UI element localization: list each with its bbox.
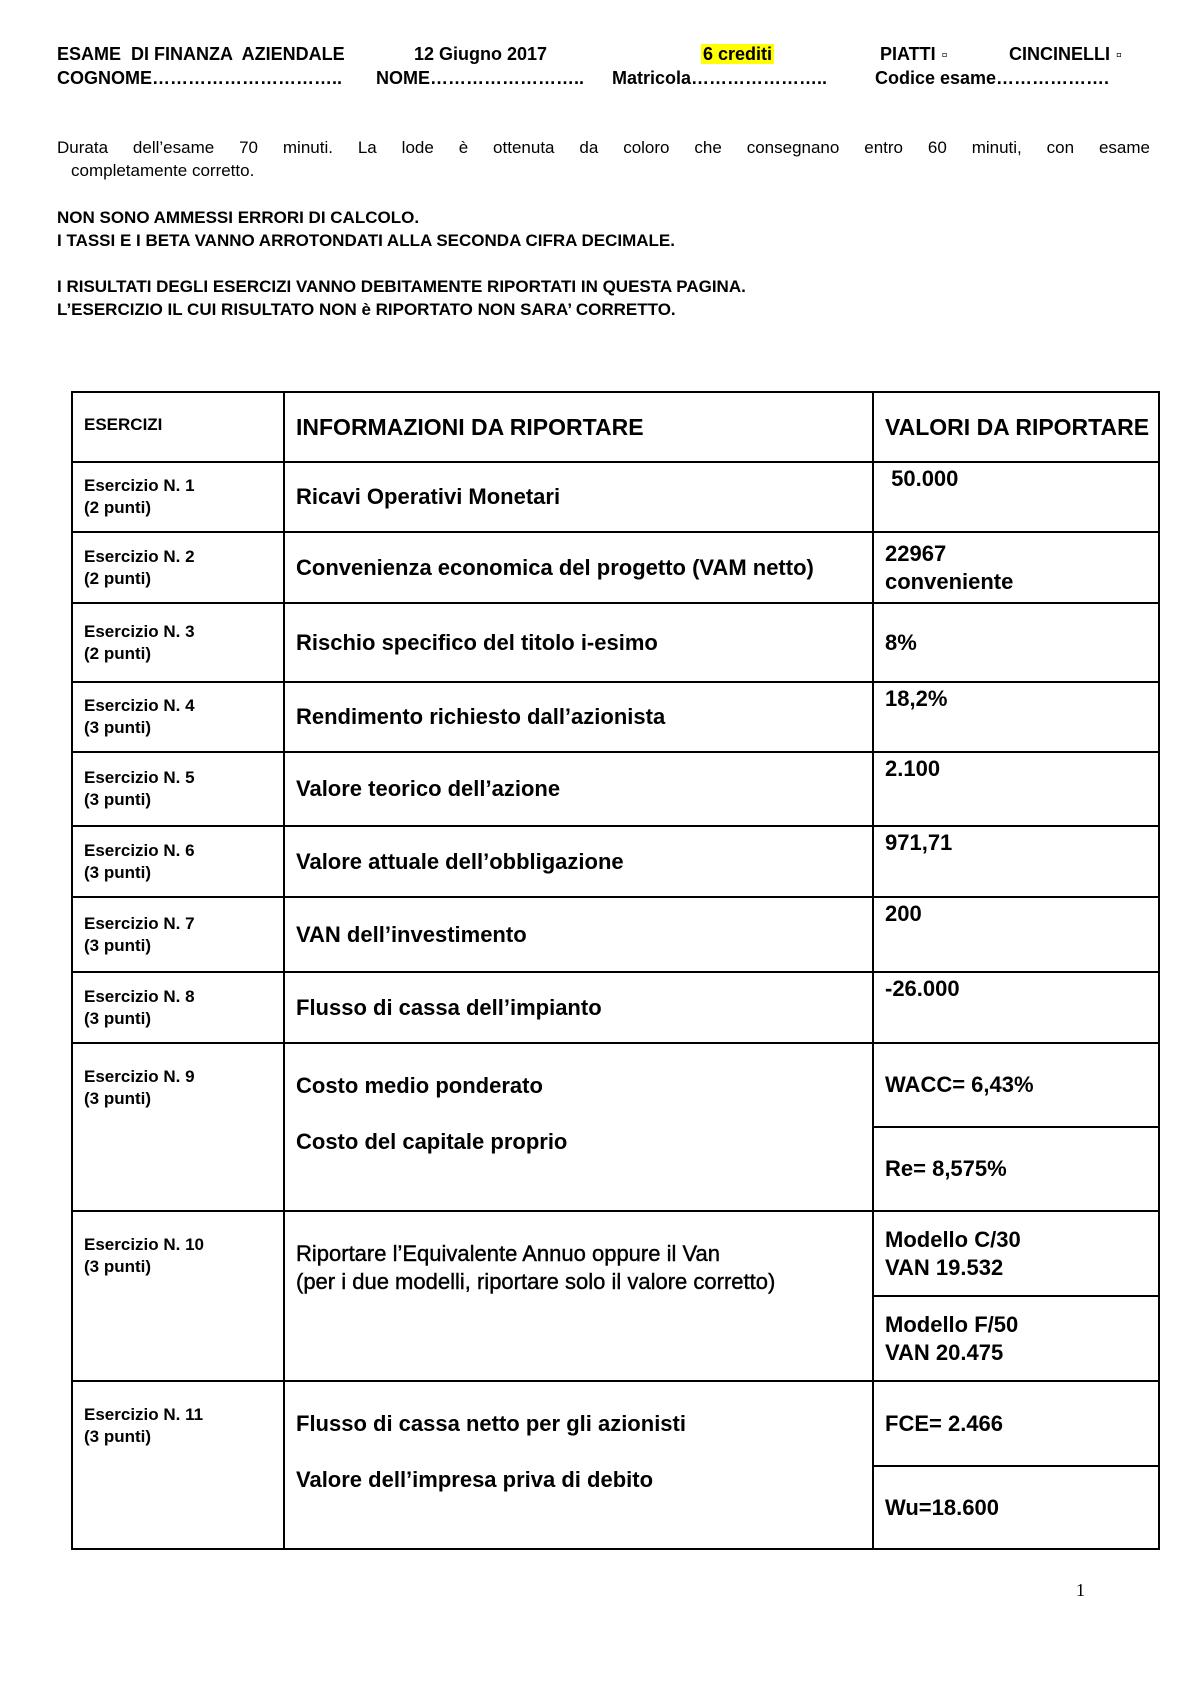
exercise-label: Esercizio N. 11	[84, 1405, 204, 1424]
value-cell[interactable]: 50.000	[885, 466, 959, 491]
header-values-label: VALORI DA RIPORTARE	[885, 413, 1150, 440]
info-text: Costo medio ponderato	[296, 1073, 543, 1098]
table-row	[72, 462, 1159, 532]
info-text: Valore teorico dell’azione	[296, 776, 561, 801]
value-cell[interactable]: WACC= 6,43%	[885, 1072, 1034, 1097]
exercise-points: (3 punti)	[84, 1427, 152, 1446]
checkbox-icon[interactable]: ▫	[941, 47, 948, 64]
rule-not-corrected: L’ESERCIZIO IL CUI RISULTATO NON è RIPORTATO NON SARA’ CORRETTO.	[57, 300, 676, 319]
exercise-points: (2 punti)	[84, 643, 152, 663]
info-text: Rischio specifico del titolo i-esimo	[296, 629, 658, 655]
exercise-points: (3 punti)	[84, 1089, 152, 1108]
exam-title	[57, 43, 345, 65]
value-cell[interactable]: Modello C/30 VAN 19.532	[885, 1226, 1021, 1280]
table-row	[72, 897, 1159, 972]
header-info-label: INFORMAZIONI DA RIPORTARE	[296, 413, 644, 440]
exercise-points: (3 punti)	[84, 718, 152, 737]
exercise-label: Esercizio N. 5	[84, 768, 195, 787]
credits-highlight: 6 crediti	[703, 44, 773, 64]
exercise-points: (3 punti)	[84, 862, 152, 882]
info-text: Valore attuale dell’obbligazione	[296, 848, 624, 874]
header-info	[284, 392, 873, 462]
table-row	[72, 532, 1159, 603]
header-values	[873, 392, 1159, 462]
table-row	[72, 972, 1159, 1043]
value-cell[interactable]: -26.000	[885, 976, 960, 1001]
info-text: Rendimento richiesto dall’azionista	[296, 704, 666, 729]
exercise-label: Esercizio N. 8	[84, 986, 195, 1006]
duration-note-text: completamente corretto.	[71, 161, 255, 180]
value-cell[interactable]: 18,2%	[885, 686, 948, 711]
table-row	[72, 826, 1159, 897]
table-row-11-top	[72, 1381, 1159, 1466]
results-table	[71, 391, 1160, 1550]
info-text: Convenienza economica del progetto (VAM netto)	[296, 554, 814, 580]
info-text: Costo del capitale proprio	[296, 1129, 568, 1154]
exam-code-field[interactable]: Codice esame……………….	[875, 68, 1110, 88]
exercise-points: (3 punti)	[84, 1008, 152, 1028]
exercise-points: (2 punti)	[84, 568, 152, 588]
table-row	[72, 752, 1159, 826]
value-cell[interactable]: FCE= 2.466	[885, 1410, 1004, 1436]
value-cell[interactable]: 22967 conveniente	[885, 540, 1014, 594]
value-cell[interactable]: Wu=18.600	[885, 1494, 999, 1520]
info-text: Riportare l’Equivalente Annuo oppure il Van	[296, 1241, 720, 1266]
table-row-10-top	[72, 1211, 1159, 1296]
exercise-label: Esercizio N. 6	[84, 840, 195, 860]
exercise-label: Esercizio N. 10	[84, 1235, 205, 1254]
exercise-points: (3 punti)	[84, 790, 152, 809]
exercise-label: Esercizio N. 3	[84, 621, 195, 641]
name-field[interactable]: NOME……………………..	[376, 68, 585, 88]
info-text: Ricavi Operativi Monetari	[296, 484, 561, 509]
surname-field[interactable]: COGNOME…………………………..	[57, 68, 343, 88]
exercise-label: Esercizio N. 2	[84, 546, 195, 566]
page-number: 1	[1076, 1580, 1085, 1600]
value-cell[interactable]: 2.100	[885, 756, 941, 781]
value-cell[interactable]: Re= 8,575%	[885, 1156, 1007, 1181]
exercise-points: (3 punti)	[84, 935, 152, 955]
exercise-points: (3 punti)	[84, 1257, 152, 1276]
exercise-points: (2 punti)	[84, 498, 152, 517]
rule-report-results: I RISULTATI DEGLI ESERCIZI VANNO DEBITAMENTE RIPORTATI IN QUESTA PAGINA.	[57, 277, 746, 296]
prof-piatti-label: PIATTI	[880, 44, 936, 64]
exercise-label: Esercizio N. 1	[84, 476, 195, 495]
value-cell[interactable]: 200	[885, 901, 922, 926]
value-cell[interactable]: Modello F/50 VAN 20.475	[885, 1311, 1019, 1365]
duration-note: Durata dell’esame 70 minuti. La lode è ottenuta da coloro che consegnano entro 60 minuti, con esame	[57, 138, 1150, 157]
info-text: VAN dell’investimento	[296, 921, 527, 947]
prof-cincinelli	[1009, 43, 1122, 67]
prof-piatti	[880, 43, 947, 67]
table-row	[72, 682, 1159, 752]
info-text: (per i due modelli, riportare solo il valore corretto)	[296, 1269, 776, 1294]
rule-calc-errors: NON SONO AMMESSI ERRORI DI CALCOLO.	[57, 208, 420, 227]
matricola-field[interactable]: Matricola…………………..	[612, 68, 828, 88]
rule-rounding: I TASSI E I BETA VANNO ARROTONDATI ALLA SECONDA CIFRA DECIMALE.	[57, 231, 675, 250]
value-cell[interactable]: 971,71	[885, 830, 953, 855]
exam-date: 12 Giugno 2017	[414, 44, 548, 64]
table-header-row	[72, 392, 1159, 462]
info-text: Flusso di cassa dell’impianto	[296, 994, 602, 1020]
header-esercizi	[72, 392, 284, 462]
credits-label	[701, 43, 774, 65]
prof-cincinelli-label: CINCINELLI	[1009, 44, 1110, 64]
checkbox-icon[interactable]: ▫	[1116, 47, 1122, 64]
value-cell[interactable]: 8%	[885, 629, 917, 655]
table-row-9-top	[72, 1043, 1159, 1127]
exercise-label: Esercizio N. 4	[84, 696, 195, 715]
info-text: Valore dell’impresa priva di debito	[296, 1467, 654, 1492]
exercise-label: Esercizio N. 9	[84, 1067, 195, 1086]
course-name: ESAME DI FINANZA AZIENDALE	[57, 44, 345, 64]
table-row	[72, 603, 1159, 682]
duration-note-cont	[57, 159, 1150, 182]
info-text: Flusso di cassa netto per gli azionisti	[296, 1411, 686, 1436]
exercise-label: Esercizio N. 7	[84, 913, 195, 933]
header-esercizi-label: ESERCIZI	[84, 415, 163, 434]
